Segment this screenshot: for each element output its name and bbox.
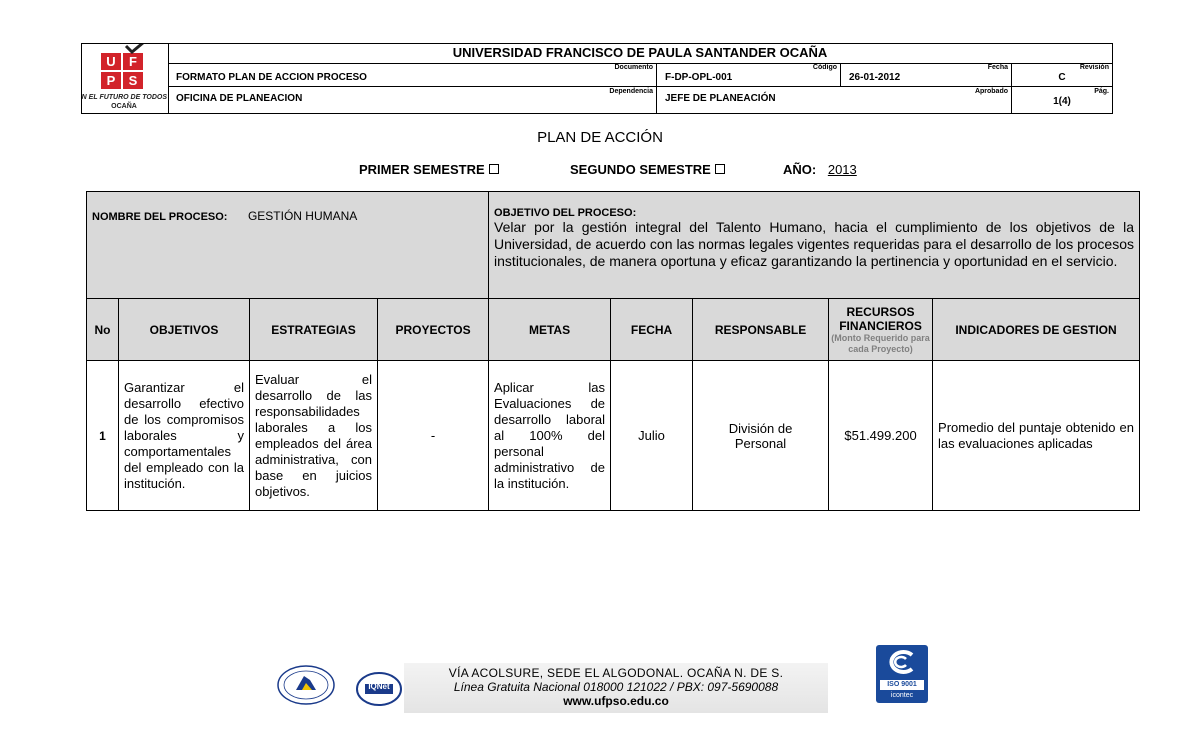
primer-semestre-checkbox[interactable]	[489, 164, 499, 174]
row-no: 1	[87, 361, 119, 511]
objetivo-proceso-label: OBJETIVO DEL PROCESO:	[494, 207, 637, 219]
nombre-proceso-cell	[87, 192, 489, 299]
footer-line2: Línea Gratuita Nacional 018000 121022 / PBX: 097-5690088	[453, 680, 779, 694]
header-proyectos: PROYECTOS	[378, 299, 489, 361]
header-fecha: FECHA	[611, 299, 693, 361]
svg-text:U: U	[106, 54, 116, 69]
header-indicadores: INDICADORES DE GESTION	[933, 299, 1140, 361]
segundo-semestre-checkbox[interactable]	[715, 164, 725, 174]
anio-label: AÑO:	[783, 162, 817, 177]
fecha-label: Fecha	[987, 64, 1008, 71]
svg-text:S: S	[128, 73, 138, 88]
row-estrategias: Evaluar el desarrollo de las responsabilidades laborales a los empleados del área administrativa, con base en juicios objetivos.	[250, 361, 378, 511]
pag-label: Pág.	[1094, 88, 1109, 95]
iqnet-text: IQNet	[368, 682, 390, 691]
header-metas: METAS	[489, 299, 611, 361]
fecha-value: 26-01-2012	[849, 72, 901, 83]
header-objetivos: OBJETIVOS	[119, 299, 250, 361]
icontec-logo	[876, 645, 928, 703]
footer-address	[404, 666, 828, 708]
footer-line3[interactable]: www.ufpso.edu.co	[563, 694, 669, 708]
anio	[783, 162, 857, 177]
icontec-text: icontec	[890, 692, 914, 699]
segundo-semestre	[570, 162, 725, 177]
header-recursos	[829, 299, 933, 361]
header-recursos-note: (Monto Requerido para cada Proyecto)	[831, 332, 930, 354]
certification-seal-icon	[276, 664, 336, 711]
primer-semestre-label: PRIMER SEMESTRE	[359, 162, 485, 177]
icontec-c-icon	[876, 645, 928, 679]
row-recursos: $51.499.200	[829, 361, 933, 511]
aprobado-label: Aprobado	[974, 88, 1008, 95]
revision-value: C	[1058, 72, 1066, 83]
header-no: No	[87, 299, 119, 361]
row-proyectos: -	[378, 361, 489, 511]
header-responsable: RESPONSABLE	[693, 299, 829, 361]
nombre-proceso-value: GESTIÓN HUMANA	[247, 209, 358, 223]
dependencia-value: OFICINA DE PLANEACION	[176, 93, 303, 104]
svg-text:F: F	[129, 54, 137, 69]
iso-9001-text: ISO 9001	[880, 680, 924, 690]
codigo-label: Código	[812, 64, 837, 71]
documento-label: Documento	[614, 64, 653, 71]
document-header	[81, 43, 1113, 114]
header-estrategias: ESTRATEGIAS	[250, 299, 378, 361]
codigo-value: F-DP-OPL-001	[665, 72, 733, 83]
objetivo-proceso-value: Velar por la gestión integral del Talento Humano, hacia el cumplimiento de los objetivos de la Universidad, de acuerdo con las normas legales vigentes requeridas para el desarrollo de los procesos institucionales, de manera oportuna y eficaz garantizando la pertinencia y oportunidad en el servicio.	[494, 219, 1134, 269]
anio-value: 2013	[827, 162, 857, 177]
primer-semestre	[359, 162, 499, 177]
row-responsable: División de Personal	[693, 361, 829, 511]
row-objetivos: Garantizar el desarrollo efectivo de los compromisos laborales y comportamentales del empleado con la institución.	[119, 361, 250, 511]
header-recursos-label: RECURSOS FINANCIEROS	[839, 304, 922, 333]
svg-text:P: P	[106, 73, 116, 88]
row-metas: Aplicar las Evaluaciones de desarrollo laboral al 100% del personal administrativo de la institución.	[489, 361, 611, 511]
revision-label: Revisión	[1079, 64, 1109, 71]
segundo-semestre-label: SEGUNDO SEMESTRE	[570, 162, 711, 177]
row-indicadores: Promedio del puntaje obtenido en las evaluaciones aplicadas	[933, 361, 1140, 511]
footer-line1: VÍA ACOLSURE, SEDE EL ALGODONAL. OCAÑA N. DE S.	[448, 666, 784, 680]
nombre-proceso-label: NOMBRE DEL PROCESO:	[92, 211, 228, 223]
table-row	[87, 361, 1140, 511]
plan-title: PLAN DE ACCIÓN	[537, 129, 663, 146]
svg-text:EN EL FUTURO DE TODOS: EN EL FUTURO DE TODOS	[82, 94, 167, 101]
plan-table	[86, 191, 1140, 511]
documento-value: FORMATO PLAN DE ACCION PROCESO	[176, 72, 367, 83]
aprobado-value: JEFE DE PLANEACIÓN	[665, 93, 776, 104]
university-name: UNIVERSIDAD FRANCISCO DE PAULA SANTANDER OCAÑA	[168, 44, 1112, 64]
dependencia-label: Dependencia	[609, 88, 653, 95]
row-fecha: Julio	[611, 361, 693, 511]
ufps-logo-icon	[82, 44, 168, 113]
iqnet-logo	[356, 672, 402, 711]
pag-value: 1(4)	[1053, 96, 1071, 107]
svg-text:OCAÑA: OCAÑA	[111, 103, 137, 110]
objetivo-proceso-cell	[489, 192, 1140, 299]
ufps-logo	[82, 44, 169, 113]
